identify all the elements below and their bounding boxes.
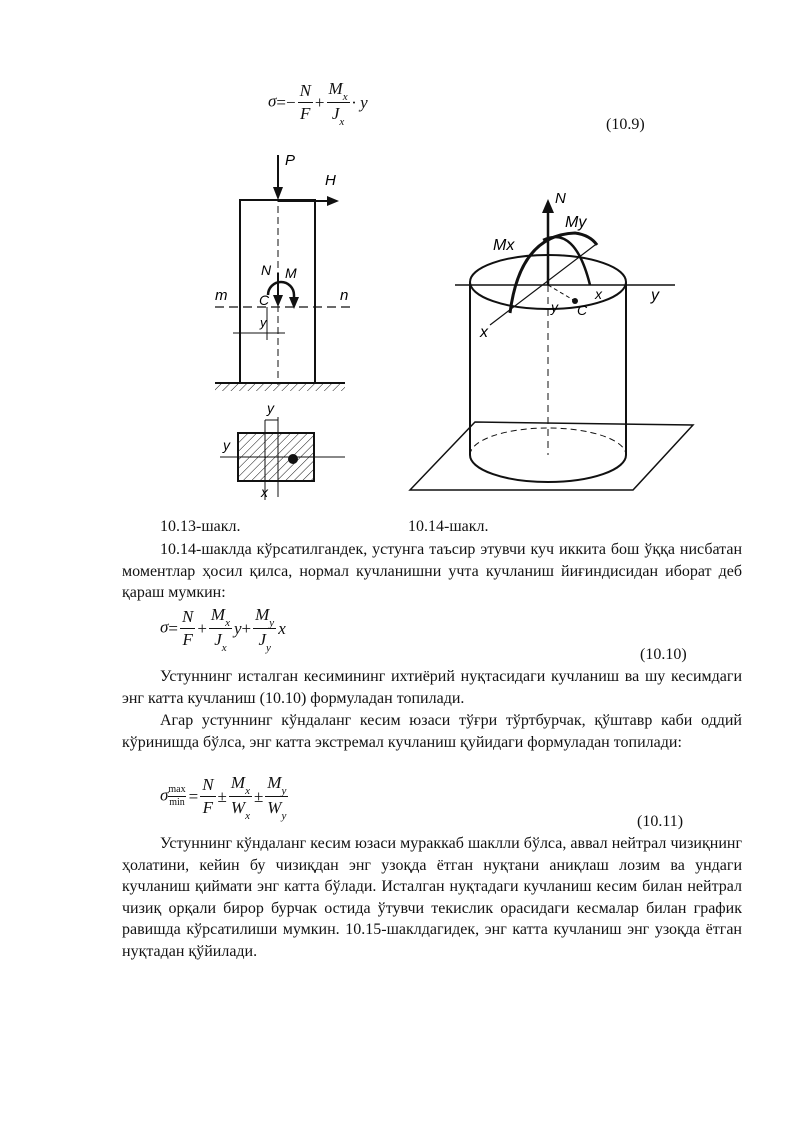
label-n-force: N [261,262,272,278]
formula-10-9 [268,78,368,127]
label-y-small: y [551,299,558,315]
equation-number-10-9: (10.9) [606,116,645,133]
label-n-cyl: N [555,190,566,207]
equation-number-10-10: (10.10) [640,646,687,663]
sigma-symbol: σ [268,91,277,111]
figure-10-13 [205,145,365,505]
caption-fig-10-14: 10.14-шакл. [408,518,489,535]
label-y-top: y [267,400,274,416]
minus-sign: − [285,92,296,112]
paragraph-3: Агар устуннинг кўндаланг кесим юзаси тўғри тўртбурчак, қўштавр каби оддий кўринишда бўлса, энг катта экстремал кучланиш қуйидаги формуладан топилади: [122,712,742,751]
moment-my-arc [543,237,590,285]
formula-10-10: σ= $\frac{N}{F}$ + $\frac{M_x}{J_x}$ y+ $\frac{M_y}{J_y}$ x [160,605,286,654]
label-p: P [285,152,296,169]
label-y-left: y [223,437,230,453]
label-my: My [565,214,587,231]
label-x-curve: x [480,324,488,341]
label-y0: y [260,315,267,330]
label-h: H [325,172,336,189]
fraction-n-over-f: $\frac{N}{F}$ [299,81,311,123]
moment-m-arc [268,282,294,305]
fraction-mx-over-jx: $\frac{M_x}{J_x}$ [328,79,348,128]
label-y-axis: y [651,287,659,304]
label-x-bottom: x [261,484,268,500]
label-n: n [340,287,349,304]
equals-sign: = [276,92,286,112]
multiplier-y: · y [351,92,368,112]
base-plane [410,422,693,490]
paragraph-4: Устуннинг кўндаланг кесим юзаси мураккаб шаклли бўлса, аввал нейтрал чизиқнинг ҳолатини, кейин бу чизиқдан энг узоқда ётган нуқтани аниқлаш лозим ва ундаги кучланиш қиймати энг катта бўлади. Исталган нуқтадаги кучланиш кесим билан нейтрал чизиқ орқали бирор бурчак остида ўтувчи текислик орасидаги кесмалар билан график равишда кўрсатилиши мумкин. 10.15-шаклдагидек, энг катта кучланиш энг узоқда ётган нуқтадан қўйилади. [122,835,742,960]
label-c: C [259,292,270,308]
equation-number-10-11: (10.11) [637,813,684,830]
label-x-small: x [595,286,602,302]
paragraph-2: Устуннинг исталган кесимининг ихтиёрий нуқтасидаги кучланиш ва шу кесимдаги энг катта кучланиш (10.10) формуладан топилади. [122,668,742,707]
plus-sign: + [314,92,325,112]
formula-10-11: σ max min = $\frac{N}{F}$ ± $\frac{M_x}{W_x}$ ± $\frac{M_y}{W_y}$ [160,773,287,822]
label-m-moment: M [285,265,297,281]
label-c-cyl: C [577,302,588,318]
label-m: m [215,287,228,304]
label-mx: Mx [493,237,515,254]
paragraph-1: 10.14-шаклда кўрсатилгандек, устунга таъсир этувчи куч иккита бош ўққа нисбатан моментлар ҳосил қилса, нормал кучланишни учта кучланиш йиғиндисидан иборат деб қараш мумкин: [122,541,742,601]
figure-10-14 [405,185,705,495]
caption-fig-10-13: 10.13-шакл. [160,518,241,535]
